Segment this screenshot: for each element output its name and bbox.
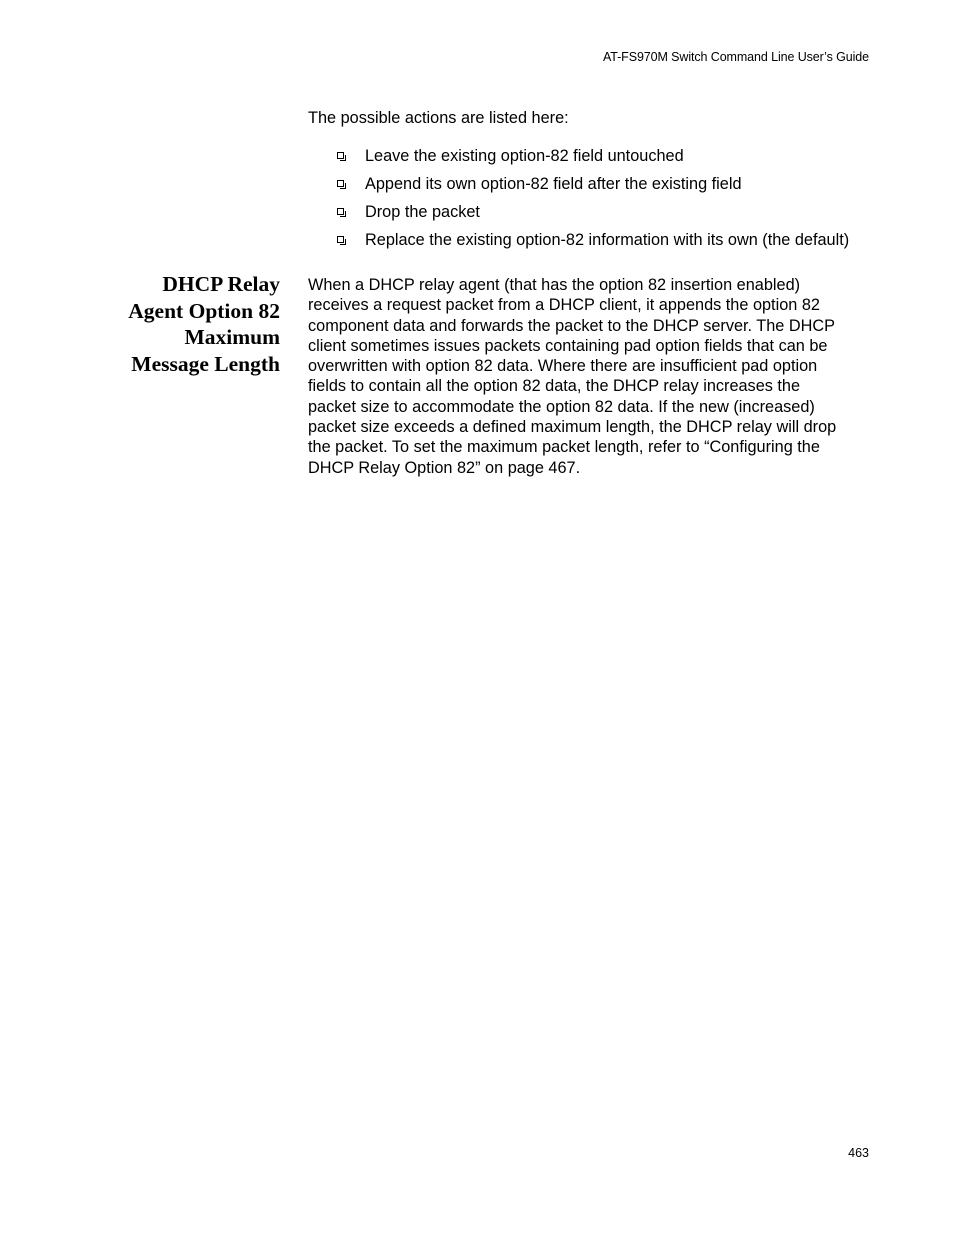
checkbox-bullet-icon xyxy=(337,152,344,159)
list-item-label: Drop the packet xyxy=(365,203,480,221)
list-item-label: Append its own option-82 field after the existing field xyxy=(365,175,742,193)
body-line: When a DHCP relay agent (that has the option 82 insertion enabled) xyxy=(308,276,801,294)
page-number: 463 xyxy=(848,1146,869,1160)
list-item xyxy=(336,174,849,202)
body-line: fields to contain all the option 82 data, the DHCP relay increases the xyxy=(308,377,801,396)
list-item-label: Replace the existing option-82 information with its own (the default) xyxy=(365,231,850,249)
list-item xyxy=(336,230,849,258)
section-heading-line: Message Length xyxy=(131,351,280,376)
section-heading-line: Agent Option 82 xyxy=(128,298,280,323)
list-item xyxy=(336,202,849,230)
checkbox-bullet-icon xyxy=(337,208,344,215)
body-line: client sometimes issues packets containing pad option fields that can be xyxy=(308,336,828,355)
section-heading-line: DHCP Relay xyxy=(162,272,280,296)
checkbox-bullet-icon xyxy=(337,236,344,243)
intro-text: The possible actions are listed here: xyxy=(308,109,569,127)
action-list xyxy=(336,146,849,258)
section-body-paragraph xyxy=(308,275,878,478)
body-line: DHCP Relay Option 82” on page 467. xyxy=(308,458,581,477)
body-line: packet size to accommodate the option 82 data. If the new (increased) xyxy=(308,397,815,416)
list-item-label: Leave the existing option-82 field untouched xyxy=(365,147,684,165)
section-heading xyxy=(100,271,280,377)
section-heading-line: Maximum xyxy=(184,325,280,349)
body-line: overwritten with option 82 data. Where there are insufficient pad option xyxy=(308,357,818,376)
checkbox-bullet-icon xyxy=(337,180,344,187)
body-line: packet size exceeds a defined maximum length, the DHCP relay will drop xyxy=(308,418,837,437)
list-item xyxy=(336,146,849,174)
body-line: receives a request packet from a DHCP client, it appends the option 82 xyxy=(308,296,820,315)
body-line: the packet. To set the maximum packet length, refer to “Configuring the xyxy=(308,438,820,457)
body-line: component data and forwards the packet to the DHCP server. The DHCP xyxy=(308,316,836,335)
running-header: AT-FS970M Switch Command Line User’s Guide xyxy=(602,50,869,64)
